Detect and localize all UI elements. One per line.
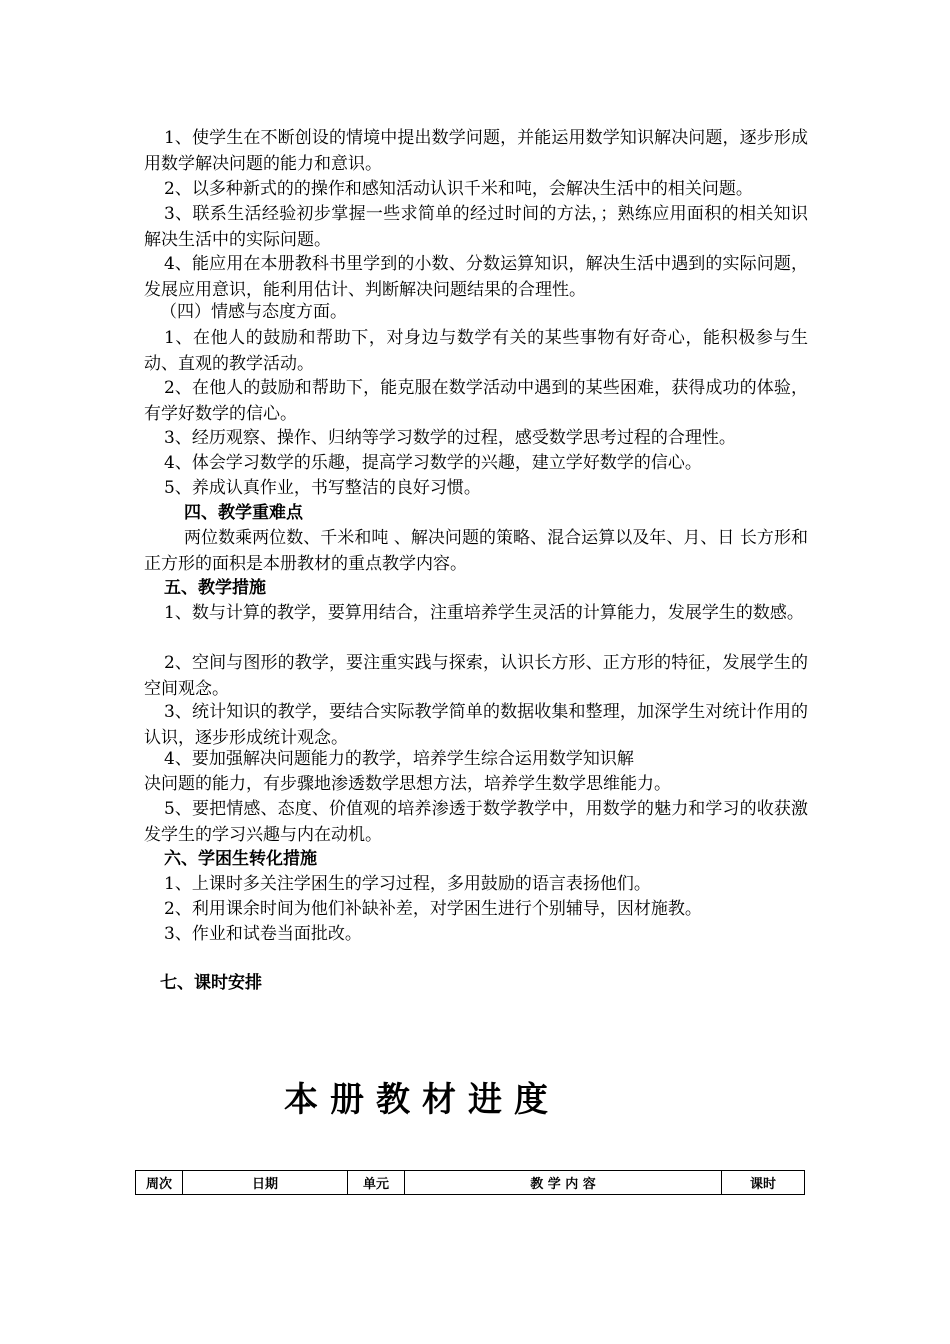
- struggling-item-3: 3、作业和试卷当面批改。: [164, 924, 362, 944]
- progress-title: 本册教材进度: [284, 1080, 560, 1120]
- struggling-heading: 六、学困生转化措施: [164, 849, 317, 869]
- emotion-item-3: 3、经历观察、操作、归纳等学习数学的过程，感受数学思考过程的合理性。: [164, 428, 736, 448]
- schedule-heading: 七、课时安排: [160, 973, 262, 993]
- measures-item-5: 5、要把情感、态度、价值观的培养渗透于数学教学中，用数学的魅力和学习的收获激发学生的学习兴趣与内在动机。: [144, 799, 808, 845]
- struggling-item-2: 2、利用课余时间为他们补缺补差，对学困生进行个别辅导，因材施教。: [164, 899, 702, 919]
- col-content: 教 学 内 容: [405, 1171, 722, 1195]
- emotion-heading: （四）情感与态度方面。: [160, 302, 347, 322]
- emotion-item-2: 2、在他人的鼓励和帮助下，能克服在数学活动中遇到的某些困难，获得成功的体验，有学好数学的信心。: [144, 378, 808, 424]
- table-header-row: [136, 1171, 805, 1195]
- emotion-item-4: 4、体会学习数学的乐趣，提高学习数学的兴趣，建立学好数学的信心。: [164, 453, 702, 473]
- measures-item-2: 2、空间与图形的教学，要注重实践与探索，认识长方形、正方形的特征，发展学生的空间观念。: [144, 653, 808, 699]
- emotion-item-1: 1、在他人的鼓励和帮助下，对身边与数学有关的某些事物有好奇心，能积极参与生动、直观的教学活动。: [144, 328, 808, 374]
- emotion-item-5: 5、养成认真作业，书写整洁的良好习惯。: [164, 478, 481, 498]
- measures-heading: 五、教学措施: [164, 578, 266, 598]
- schedule-table: [135, 1170, 805, 1195]
- key-points-text: 两位数乘两位数、千米和吨 、解决问题的策略、混合运算以及年、月、日 长方形和正方形的面积是本册教材的重点教学内容。: [144, 528, 808, 574]
- measures-item-3: 3、统计知识的教学，要结合实际教学简单的数据收集和整理，加深学生对统计作用的认识，逐步形成统计观念。: [144, 702, 808, 748]
- goal-item-3: 3、联系生活经验初步掌握一些求简单的经过时间的方法，；熟练应用面积的相关知识解决生活中的实际问题。: [144, 204, 808, 250]
- goal-item-1: 1、使学生在不断创设的情境中提出数学问题，并能运用数学知识解决问题，逐步形成用数学解决问题的能力和意识。: [144, 128, 808, 174]
- goal-item-4: 4、能应用在本册教科书里学到的小数、分数运算知识，解决生活中遇到的实际问题，发展应用意识，能利用估计、判断解决问题结果的合理性。: [144, 254, 808, 300]
- measures-item-4-cont: 决问题的能力，有步骤地渗透数学思想方法，培养学生数学思维能力。: [144, 774, 671, 794]
- key-points-heading: 四、教学重难点: [184, 503, 303, 523]
- col-date: 日期: [183, 1171, 348, 1195]
- struggling-item-1: 1、上课时多关注学困生的学习过程，多用鼓励的语言表扬他们。: [164, 874, 651, 894]
- col-week: 周次: [136, 1171, 183, 1195]
- measures-item-4: 4、要加强解决问题能力的教学，培养学生综合运用数学知识解: [164, 749, 634, 769]
- measures-item-1: 1、数与计算的教学，要算用结合，注重培养学生灵活的计算能力，发展学生的数感。: [164, 603, 804, 623]
- col-unit: 单元: [348, 1171, 405, 1195]
- goal-item-2: 2、以多种新式的的操作和感知活动认识千米和吨，会解决生活中的相关问题。: [164, 179, 753, 199]
- col-hours: 课时: [722, 1171, 805, 1195]
